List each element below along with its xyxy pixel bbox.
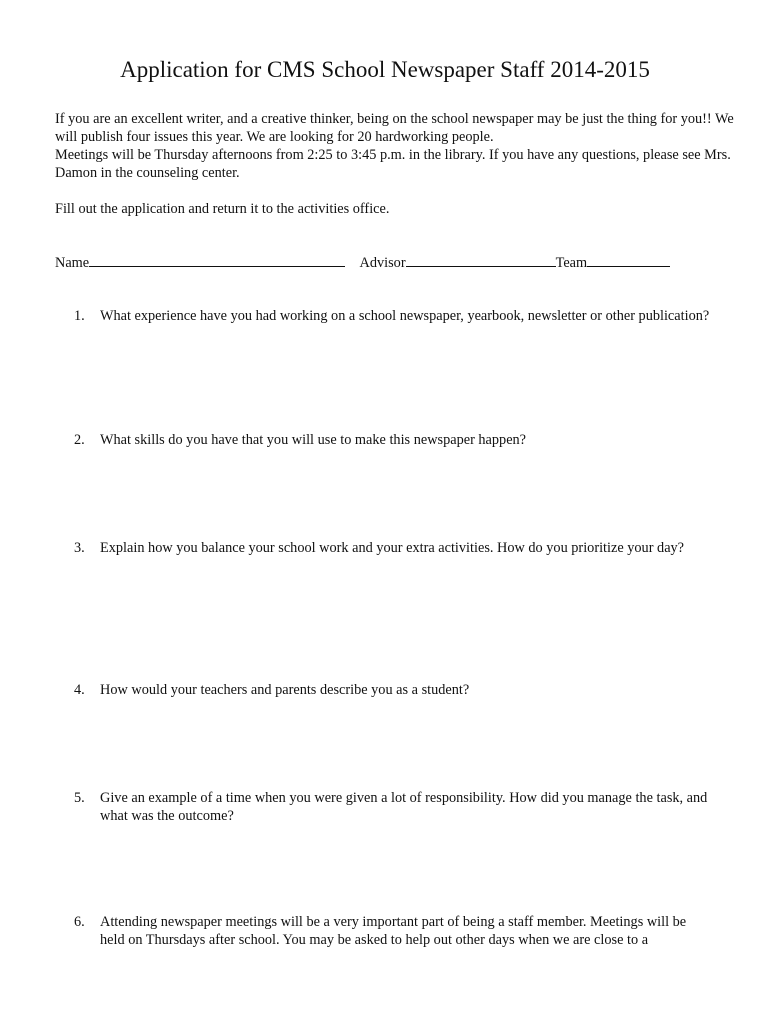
question-text: What skills do you have that you will use to make this newspaper happen?	[100, 432, 527, 448]
name-label: Name	[55, 255, 90, 271]
question-text: Give an example of a time when you were given a lot of responsibility. How did you manage the task, and what was the outcome?	[100, 790, 708, 824]
question-number: 1.	[74, 308, 85, 324]
question-text: Explain how you balance your school work and your extra activities. How do you prioritize your day?	[100, 540, 685, 556]
advisor-field[interactable]	[406, 253, 556, 267]
question-number: 3.	[74, 540, 85, 556]
question-number: 6.	[74, 914, 85, 930]
instruction-text: Fill out the application and return it to the activities office.	[55, 201, 390, 217]
question-number: 5.	[74, 790, 85, 806]
question-text: Attending newspaper meetings will be a very important part of being a staff member. Meetings will be held on Thursdays after school. You may be asked to help out other days when we are close to a	[100, 914, 687, 948]
advisor-label: Advisor	[359, 255, 406, 271]
question-1	[74, 307, 714, 325]
question-number: 2.	[74, 432, 85, 448]
question-4	[74, 681, 714, 699]
question-2	[74, 431, 714, 449]
intro-paragraph-2: Meetings will be Thursday afternoons from 2:25 to 3:45 p.m. in the library. If you have any questions, please see Mrs. Damon in the counseling center.	[55, 147, 731, 181]
question-text: What experience have you had working on a school newspaper, yearbook, newsletter or other publication?	[100, 308, 710, 324]
team-field[interactable]	[587, 253, 670, 267]
team-label: Team	[555, 255, 588, 271]
applicant-fields	[55, 253, 670, 272]
intro-text	[55, 110, 735, 182]
question-3	[74, 539, 714, 557]
question-5	[74, 789, 714, 825]
intro-paragraph-1: If you are an excellent writer, and a creative thinker, being on the school newspaper may be just the thing for you!! We will publish four issues this year. We are looking for 20 hardworking people.	[55, 111, 734, 145]
question-6	[74, 913, 714, 949]
question-number: 4.	[74, 682, 85, 698]
page-title: Application for CMS School Newspaper Staff 2014-2015	[120, 57, 650, 82]
name-field[interactable]	[89, 253, 345, 267]
question-text: How would your teachers and parents describe you as a student?	[100, 682, 470, 698]
